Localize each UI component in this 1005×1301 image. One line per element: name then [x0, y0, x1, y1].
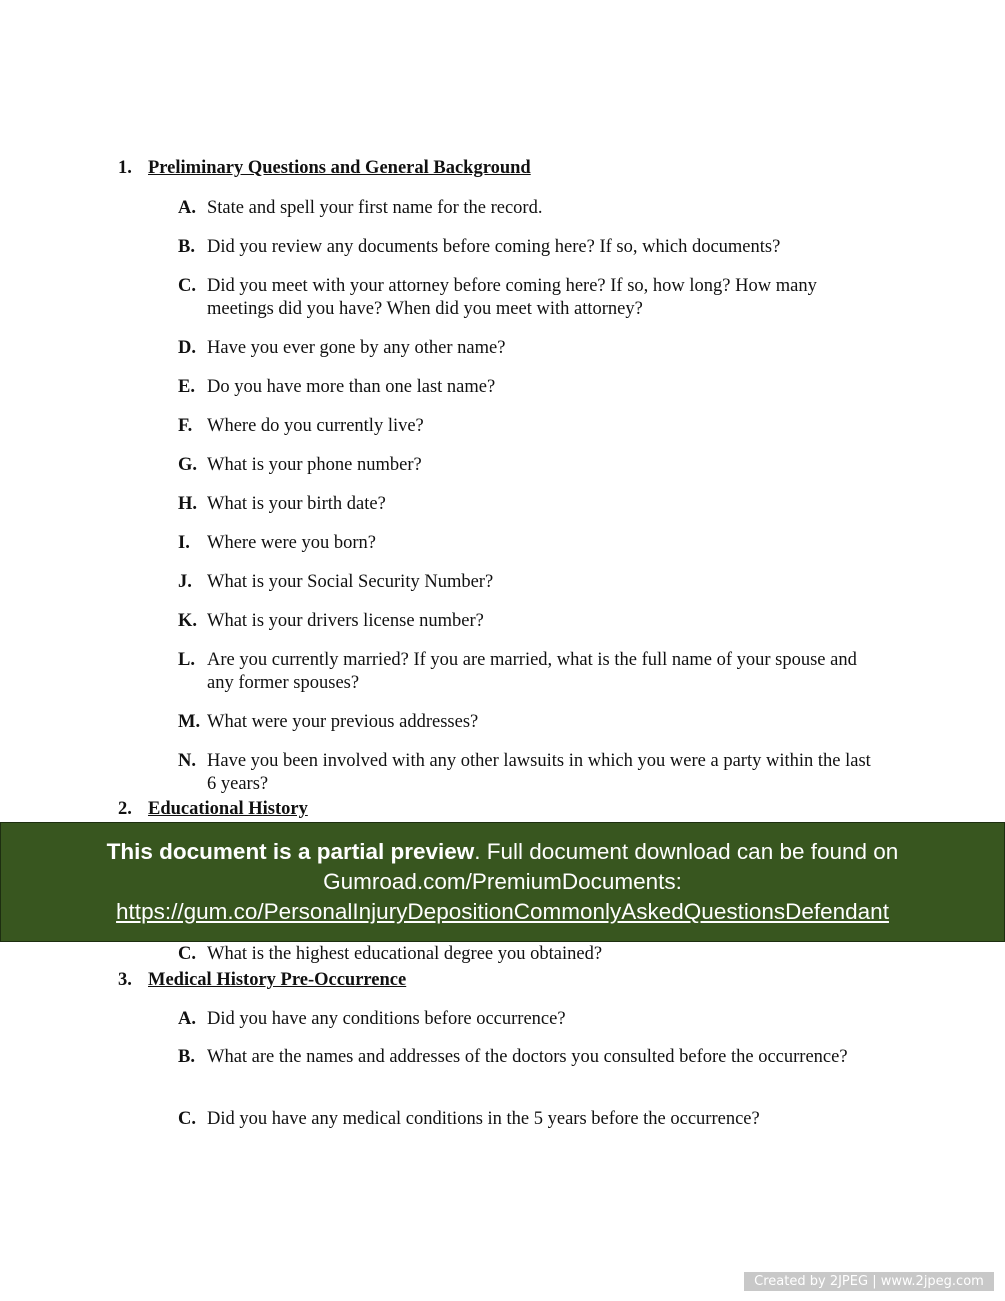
- question-letter: C.: [178, 276, 196, 296]
- question-item: [178, 943, 878, 966]
- question-text: What is your Social Security Number?: [207, 572, 494, 592]
- banner-bold: This document is a partial preview: [106, 839, 475, 864]
- question-letter: L.: [178, 650, 195, 670]
- section-number: 3.: [118, 970, 132, 990]
- question-text: What is your drivers license number?: [207, 611, 484, 631]
- download-link[interactable]: https://gum.co/PersonalInjuryDepositionCommonlyAskedQuestionsDefendant: [116, 899, 889, 924]
- question-letter: E.: [178, 377, 195, 397]
- question-item: [178, 711, 878, 734]
- question-text: Did you have any medical conditions in the 5 years before the occurrence?: [207, 1109, 760, 1129]
- question-letter: I.: [178, 533, 190, 553]
- question-letter: F.: [178, 416, 193, 436]
- question-item: [178, 610, 878, 633]
- question-text: What is your birth date?: [207, 494, 386, 514]
- section-title: Medical History Pre-Occurrence: [148, 970, 407, 990]
- question-text: Where do you currently live?: [207, 416, 424, 436]
- question-text: Have you been involved with any other lawsuits in which you were a party within the last 6 years?: [207, 751, 871, 794]
- question-text: Did you review any documents before coming here? If so, which documents?: [207, 237, 781, 257]
- question-item: [178, 532, 878, 555]
- question-item: [178, 750, 878, 796]
- question-letter: D.: [178, 338, 196, 358]
- watermark: Created by 2JPEG | www.2jpeg.com: [744, 1272, 994, 1291]
- question-letter: M.: [178, 712, 201, 732]
- question-text: Did you meet with your attorney before coming here? If so, how long? How many meetings did you have? When did you meet with attorney?: [207, 276, 817, 319]
- question-text: Where were you born?: [207, 533, 376, 553]
- question-letter: J.: [178, 572, 192, 592]
- question-item: [178, 415, 878, 438]
- question-letter: A.: [178, 1009, 196, 1029]
- question-item: [178, 197, 878, 220]
- question-text: What is your phone number?: [207, 455, 422, 475]
- question-text: Do you have more than one last name?: [207, 377, 496, 397]
- question-item: [178, 1046, 878, 1069]
- question-text: Are you currently married? If you are married, what is the full name of your spouse and any former spouses?: [207, 650, 857, 693]
- question-item: [178, 275, 878, 321]
- question-letter: A.: [178, 198, 196, 218]
- question-letter: K.: [178, 611, 198, 631]
- question-item: [178, 649, 878, 695]
- question-item: [178, 337, 878, 360]
- question-letter: H.: [178, 494, 198, 514]
- section-title: Educational History: [148, 799, 308, 819]
- question-item: [178, 493, 878, 516]
- question-text: What is the highest educational degree you obtained?: [207, 944, 603, 964]
- question-letter: G.: [178, 455, 198, 475]
- question-text: Did you have any conditions before occurrence?: [207, 1009, 566, 1029]
- question-letter: B.: [178, 237, 195, 257]
- question-item: [178, 1108, 878, 1131]
- banner-text: . Full document download can be found on Gumroad.com/PremiumDocuments:: [323, 839, 899, 894]
- section-title: Preliminary Questions and General Background: [148, 158, 531, 178]
- question-item: [178, 571, 878, 594]
- question-text: Have you ever gone by any other name?: [207, 338, 506, 358]
- question-item: [178, 454, 878, 477]
- question-letter: B.: [178, 1047, 195, 1067]
- question-item: [178, 236, 878, 259]
- banner-message: [1, 837, 1004, 897]
- question-letter: C.: [178, 1109, 196, 1129]
- question-item: [178, 1008, 878, 1031]
- question-text: What are the names and addresses of the doctors you consulted before the occurrence?: [207, 1047, 848, 1067]
- section-number: 2.: [118, 799, 132, 819]
- question-text: What were your previous addresses?: [207, 712, 479, 732]
- question-text: State and spell your first name for the record.: [207, 198, 543, 218]
- question-letter: C.: [178, 944, 196, 964]
- preview-banner: [0, 822, 1005, 942]
- section-number: 1.: [118, 158, 132, 178]
- question-item: [178, 376, 878, 399]
- question-letter: N.: [178, 751, 196, 771]
